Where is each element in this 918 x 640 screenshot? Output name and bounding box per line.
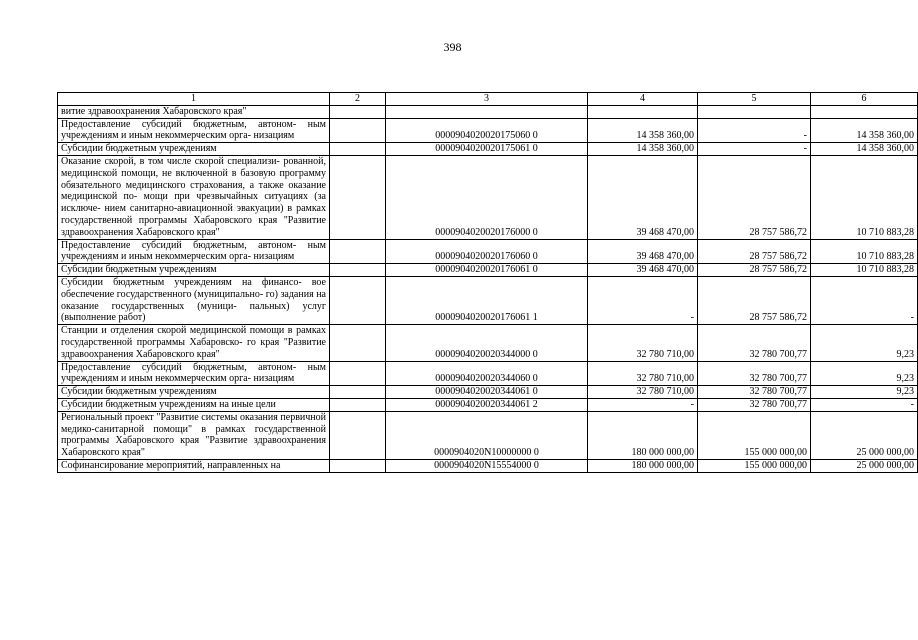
row-value-4: 39 468 470,00 — [588, 239, 698, 264]
row-code: 0000904020020176060 0 — [386, 239, 588, 264]
row-value-5: - — [698, 143, 811, 156]
header-row — [58, 93, 918, 106]
table-row — [58, 143, 918, 156]
table-row — [58, 118, 918, 143]
column-header-5: 5 — [698, 93, 811, 106]
row-value-6: 25 000 000,00 — [811, 459, 918, 472]
row-code: 0000904020020344061 2 — [386, 398, 588, 411]
row-value-5: 28 757 586,72 — [698, 155, 811, 239]
row-value-5: 155 000 000,00 — [698, 459, 811, 472]
row-name: Региональный проект "Развитие системы оказания первичной медико-санитарной помощи" в рамках государственной программы Хабаровского края "Развитие здравоохранения Хабаровского края" — [58, 411, 330, 459]
row-value-4: 32 780 710,00 — [588, 386, 698, 399]
row-value-4: - — [588, 398, 698, 411]
row-name: Софинансирование мероприятий, направленных на — [58, 459, 330, 472]
row-code — [386, 105, 588, 118]
row-value-4: 32 780 710,00 — [588, 361, 698, 386]
page-number: 398 — [443, 40, 462, 54]
row-code: 0000904020020176061 1 — [386, 276, 588, 324]
row-value-4: 32 780 710,00 — [588, 325, 698, 361]
row-value-6: 10 710 883,28 — [811, 239, 918, 264]
row-name: Станции и отделения скорой медицинской помощи в рамках государственной программы Хабаровско- го края "Развитие здравоохранения Хабаровского края" — [58, 325, 330, 361]
row-value-6 — [811, 105, 918, 118]
row-name: Субсидии бюджетным учреждениям на финансо- вое обеспечение государственного (муниципально- го) задания на оказание государственных (муници- пальных) услуг (выполнение работ) — [58, 276, 330, 324]
table-row — [58, 386, 918, 399]
row-value-4: 39 468 470,00 — [588, 155, 698, 239]
row-value-5: 32 780 700,77 — [698, 398, 811, 411]
row-value-5: 28 757 586,72 — [698, 264, 811, 277]
row-value-6: 25 000 000,00 — [811, 411, 918, 459]
row-empty-cell — [330, 239, 386, 264]
row-value-6: 14 358 360,00 — [811, 118, 918, 143]
table-row — [58, 398, 918, 411]
column-header-2: 2 — [330, 93, 386, 106]
row-empty-cell — [330, 361, 386, 386]
column-header-4: 4 — [588, 93, 698, 106]
row-value-6: 9,23 — [811, 361, 918, 386]
column-header-3: 3 — [386, 93, 588, 106]
row-value-6: 9,23 — [811, 325, 918, 361]
row-name: Предоставление субсидий бюджетным, автоном- ным учреждениям и иным некоммерческим орга- низациям — [58, 361, 330, 386]
table-row — [58, 411, 918, 459]
row-code: 0000904020020344060 0 — [386, 361, 588, 386]
table-row — [58, 264, 918, 277]
row-code: 0000904020N15554000 0 — [386, 459, 588, 472]
row-value-6: 14 358 360,00 — [811, 143, 918, 156]
row-value-5: 28 757 586,72 — [698, 276, 811, 324]
row-value-6: 9,23 — [811, 386, 918, 399]
row-code: 0000904020N10000000 0 — [386, 411, 588, 459]
row-value-5: 155 000 000,00 — [698, 411, 811, 459]
row-empty-cell — [330, 105, 386, 118]
row-name: Субсидии бюджетным учреждениям — [58, 386, 330, 399]
row-name: Предоставление субсидий бюджетным, автоном- ным учреждениям и иным некоммерческим орга- низациям — [58, 118, 330, 143]
table-row — [58, 105, 918, 118]
row-empty-cell — [330, 276, 386, 324]
row-value-4: 14 358 360,00 — [588, 143, 698, 156]
row-value-6: 10 710 883,28 — [811, 155, 918, 239]
row-value-5: 32 780 700,77 — [698, 361, 811, 386]
row-value-4: 14 358 360,00 — [588, 118, 698, 143]
row-value-5 — [698, 105, 811, 118]
row-value-6: - — [811, 276, 918, 324]
row-value-4: 180 000 000,00 — [588, 411, 698, 459]
row-code: 0000904020020176000 0 — [386, 155, 588, 239]
table-row — [58, 361, 918, 386]
table-row — [58, 155, 918, 239]
row-empty-cell — [330, 411, 386, 459]
row-value-5: 32 780 700,77 — [698, 386, 811, 399]
row-code: 0000904020020344000 0 — [386, 325, 588, 361]
table-row — [58, 276, 918, 324]
row-empty-cell — [330, 459, 386, 472]
row-empty-cell — [330, 118, 386, 143]
row-name: Предоставление субсидий бюджетным, автоном- ным учреждениям и иным некоммерческим орга- низациям — [58, 239, 330, 264]
row-value-4: - — [588, 276, 698, 324]
row-code: 0000904020020176061 0 — [386, 264, 588, 277]
table-row — [58, 325, 918, 361]
table-row — [58, 239, 918, 264]
table-body — [58, 105, 918, 472]
row-empty-cell — [330, 325, 386, 361]
row-name: Субсидии бюджетным учреждениям — [58, 143, 330, 156]
row-code: 0000904020020344061 0 — [386, 386, 588, 399]
row-value-4 — [588, 105, 698, 118]
row-empty-cell — [330, 264, 386, 277]
row-name: Оказание скорой, в том числе скорой специализи- рованной, медицинской помощи, не включенной в базовую программу обязательного медицинского страхования, а также оказание медицинской по- мощи при чрезвычайных ситуациях (за исключе- нием санитарно-авиационной эвакуации) в рамках государственной программы Хабаровского края "Развитие здравоохранения Хабаровского края" — [58, 155, 330, 239]
row-empty-cell — [330, 386, 386, 399]
row-value-5: 32 780 700,77 — [698, 325, 811, 361]
row-code: 0000904020020175060 0 — [386, 118, 588, 143]
row-name: Субсидии бюджетным учреждениям на иные цели — [58, 398, 330, 411]
row-value-4: 180 000 000,00 — [588, 459, 698, 472]
row-name: Субсидии бюджетным учреждениям — [58, 264, 330, 277]
row-empty-cell — [330, 155, 386, 239]
row-empty-cell — [330, 398, 386, 411]
row-value-4: 39 468 470,00 — [588, 264, 698, 277]
column-header-6: 6 — [811, 93, 918, 106]
row-value-6: 10 710 883,28 — [811, 264, 918, 277]
row-value-5: - — [698, 118, 811, 143]
row-empty-cell — [330, 143, 386, 156]
table-row — [58, 459, 918, 472]
budget-table — [57, 92, 918, 473]
row-value-5: 28 757 586,72 — [698, 239, 811, 264]
row-value-6: - — [811, 398, 918, 411]
row-code: 0000904020020175061 0 — [386, 143, 588, 156]
row-name: витие здравоохранения Хабаровского края" — [58, 105, 330, 118]
column-header-1: 1 — [58, 93, 330, 106]
